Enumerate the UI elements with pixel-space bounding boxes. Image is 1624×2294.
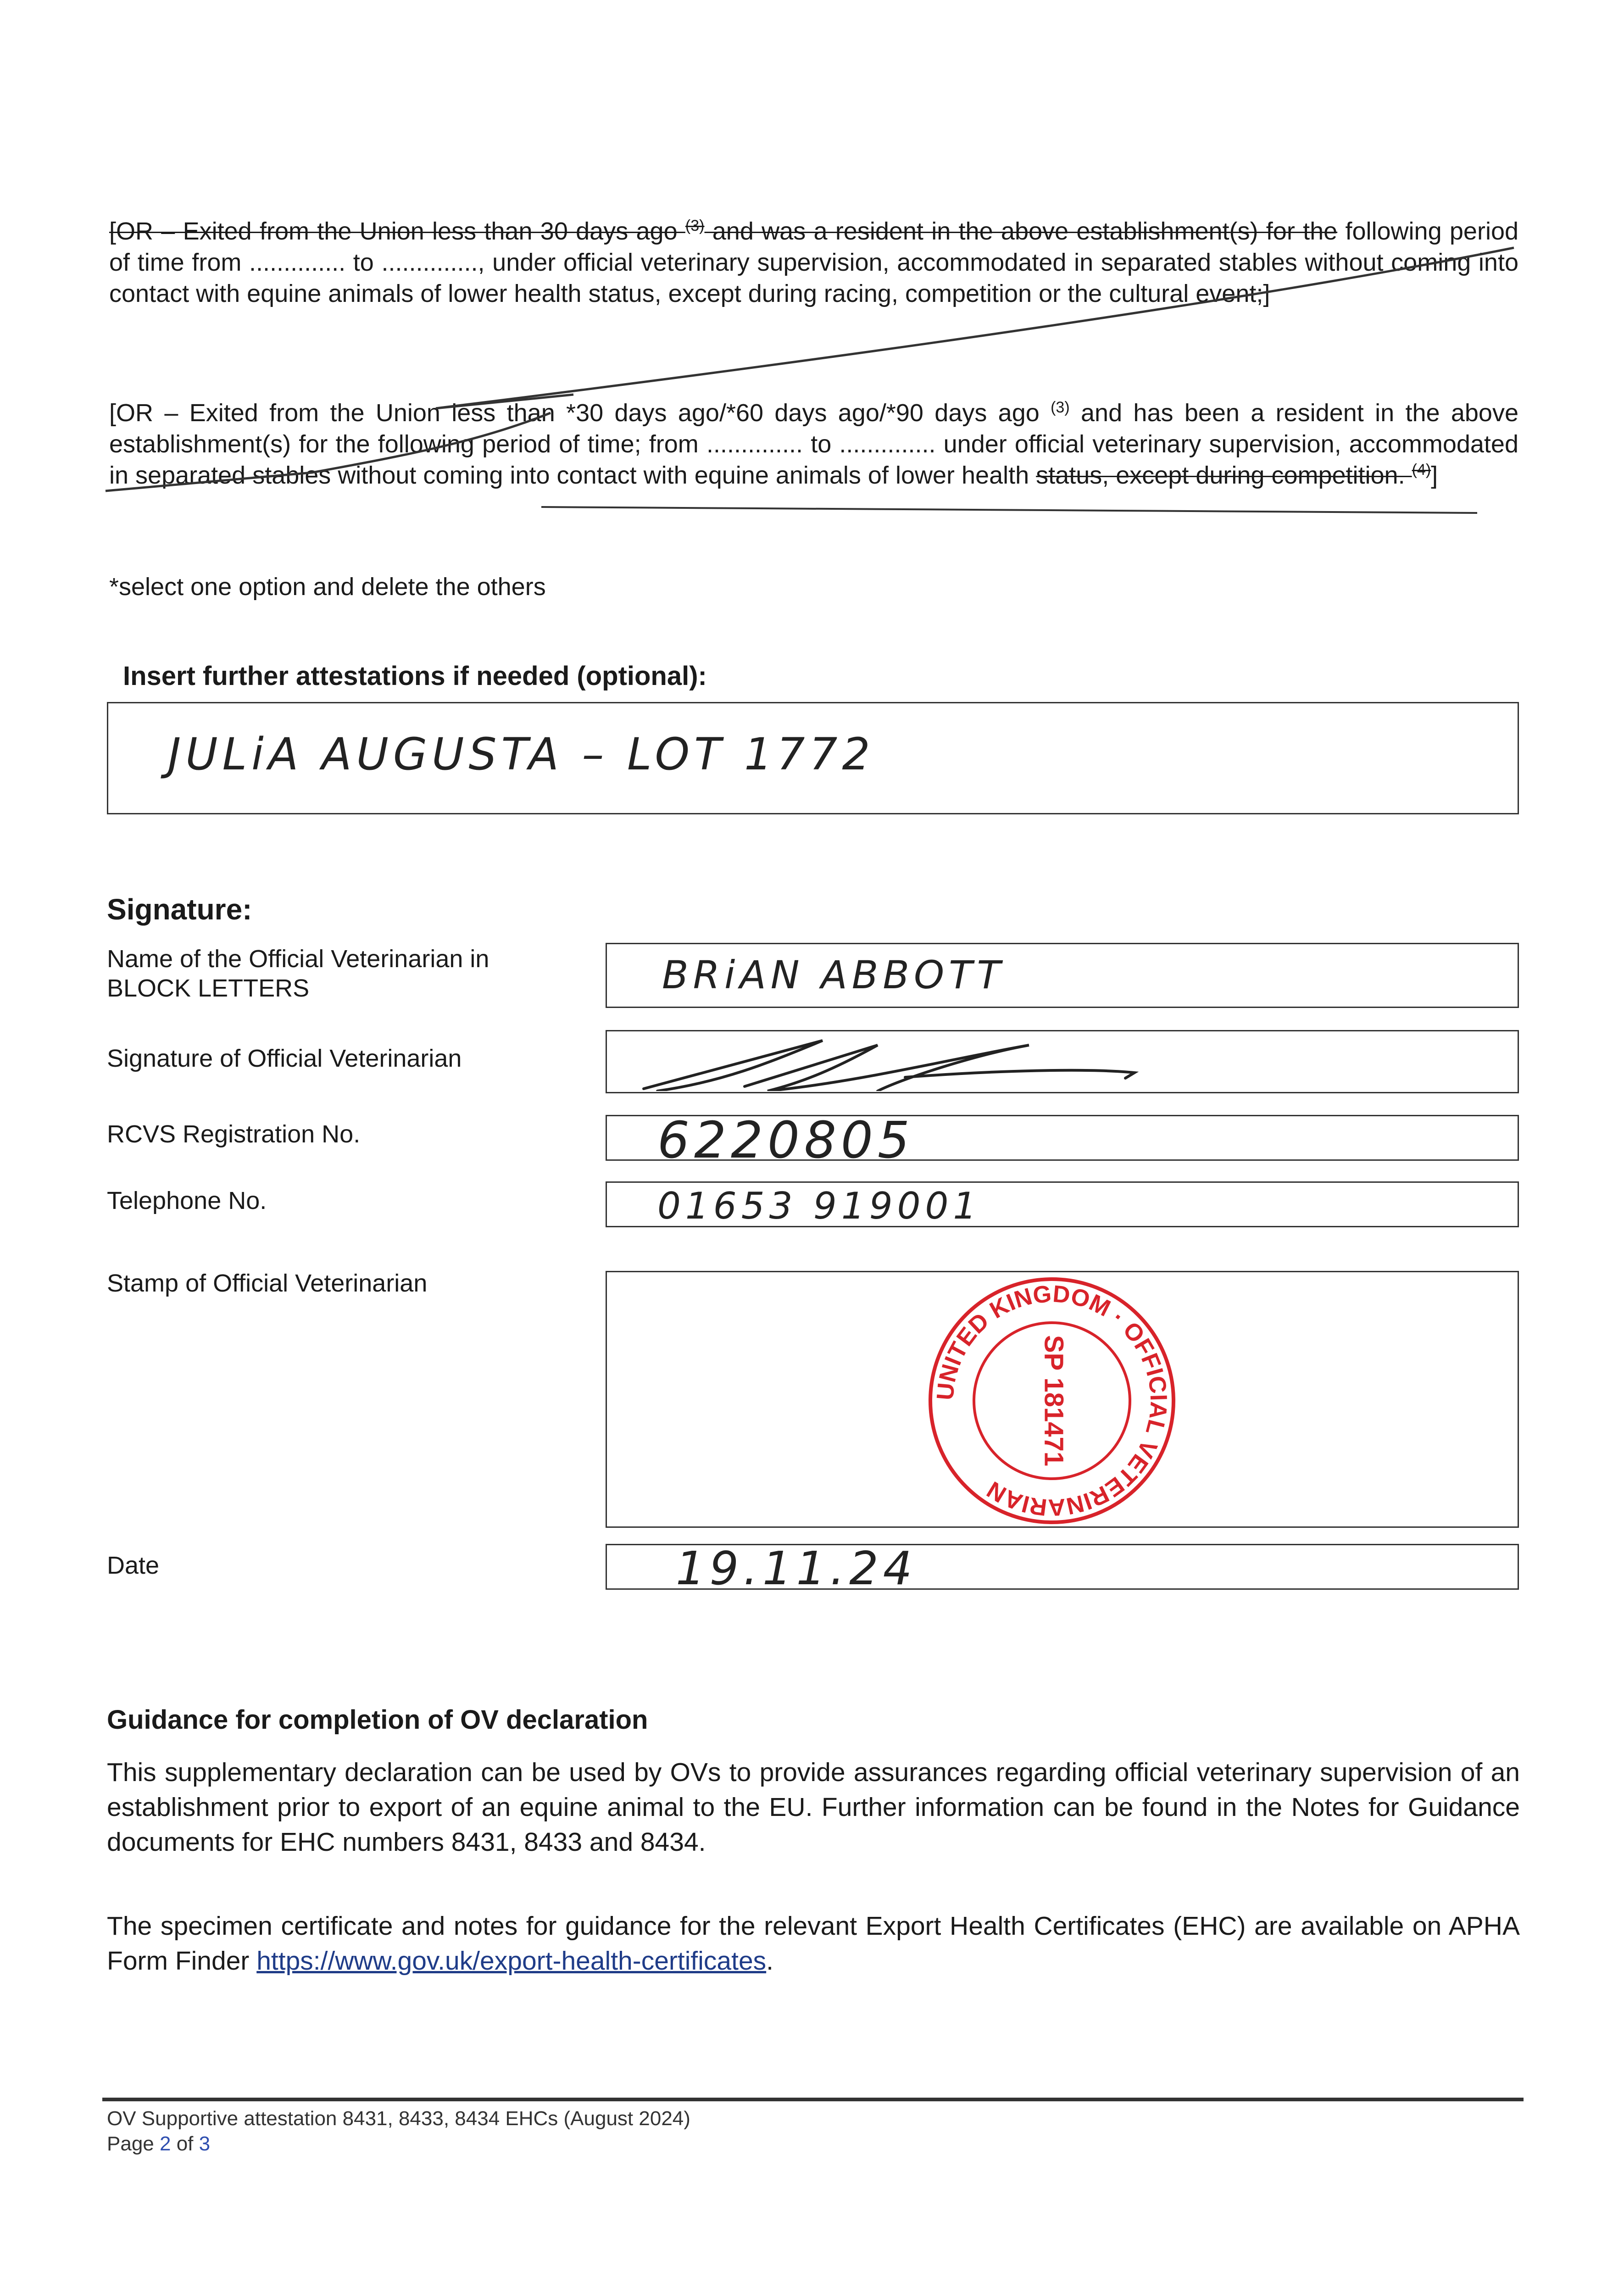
footer-rule <box>102 2098 1524 2101</box>
strike-line-diagonal <box>436 248 1514 408</box>
guidance-heading: Guidance for completion of OV declaration <box>107 1705 648 1735</box>
clause-two-struck-tail: status, except during competition. <box>1036 462 1412 489</box>
name-label: Name of the Official Veterinarian in BLOCK LETTERS <box>107 945 489 1002</box>
footer-page-number <box>107 2131 210 2157</box>
strike-line-clause-two <box>106 413 551 491</box>
hand-strike-lines <box>0 0 1624 551</box>
rcvs-label: RCVS Registration No. <box>107 1120 361 1148</box>
stamp-label: Stamp of Official Veterinarian <box>107 1269 428 1297</box>
attestations-heading: Insert further attestations if needed (optional): <box>123 661 707 691</box>
footer-page-num: 2 <box>159 2133 171 2155</box>
rcvs-value: 6220805 <box>657 1111 914 1169</box>
footer-page-prefix: Page <box>107 2133 160 2155</box>
clause-one-sup: (3) <box>685 217 705 234</box>
clause-two-text-a: [OR – Exited from the Union less than *30 days ago/*60 days ago/*90 days ago <box>109 399 1051 427</box>
clause-two-close: ] <box>1431 462 1438 489</box>
signature-label: Signature of Official Veterinarian <box>107 1045 462 1072</box>
guidance-para-2-prefix: The specimen certificate and notes for guidance for the relevant Export Health Certificates (EHC) are available on APHA Form Finder <box>107 1911 1520 1976</box>
export-certificates-link[interactable]: https://www.gov.uk/export-health-certificates <box>256 1946 767 1976</box>
date-label: Date <box>107 1552 160 1579</box>
signature-scribble <box>630 1027 1180 1091</box>
date-box[interactable] <box>606 1542 1519 1595</box>
clause-one-rest: following period of time from .............. to .............., under official veterinary supervision, accommodated in separated stables without coming into contact with equine animals of lower health status, except during racing, competition or the cultural event;] <box>109 217 1519 307</box>
name-value: BRiAN ABBOTT <box>662 952 1005 997</box>
clause-one-struck-2: and was a resident in the above establishment(s) for the <box>704 217 1338 245</box>
tel-label: Telephone No. <box>107 1187 267 1214</box>
guidance-para-2 <box>107 1909 1520 1978</box>
name-box[interactable] <box>606 943 1519 1008</box>
stamp-box[interactable] <box>606 1271 1519 1528</box>
clause-two-text-b: and has been a resident in the above establishment(s) for the following period of time; from .............. to .............. under official veterinary supervision, accommodated in separated stables without coming into contact with equine animals of lower health <box>109 399 1518 489</box>
footer-doc-title: OV Supportive attestation 8431, 8433, 8434 EHCs (August 2024) <box>107 2107 690 2130</box>
tel-value: 01653 919001 <box>657 1185 981 1227</box>
clause-two-sup1: (3) <box>1051 399 1070 416</box>
attestations-handwritten: JULiA AUGUSTA – LOT 1772 <box>168 729 875 780</box>
signature-box[interactable] <box>606 1030 1519 1093</box>
rcvs-box[interactable] <box>606 1111 1519 1169</box>
footer-page-total: 3 <box>199 2133 211 2155</box>
date-value: 19.11.24 <box>676 1542 917 1595</box>
signature-heading: Signature: <box>107 893 252 926</box>
attestations-box[interactable] <box>107 702 1519 814</box>
select-note: *select one option and delete the others <box>109 573 546 601</box>
guidance-para-1: This supplementary declaration can be used by OVs to provide assurances regarding official veterinary supervision of an establishment prior to export of an equine animal to the EU. Further information can be found in the Notes for Guidance documents for EHC numbers 8431, 8433 and 8434. <box>107 1758 1520 1857</box>
guidance-para-2-suffix: . <box>766 1946 773 1976</box>
official-stamp <box>923 1272 1180 1529</box>
strike-line-bottom <box>541 507 1477 513</box>
stamp-outer-text: UNITED KINGDOM · OFFICIAL VETERINARIAN <box>932 1281 1172 1521</box>
clause-one-struck: [OR – Exited from the Union less than 30 days ago <box>109 217 685 245</box>
stamp-center-text: SP 181471 <box>1039 1335 1069 1466</box>
tel-box[interactable] <box>606 1181 1519 1227</box>
clause-two-sup2: (4) <box>1412 461 1431 479</box>
footer-page-of: of <box>171 2133 199 2155</box>
